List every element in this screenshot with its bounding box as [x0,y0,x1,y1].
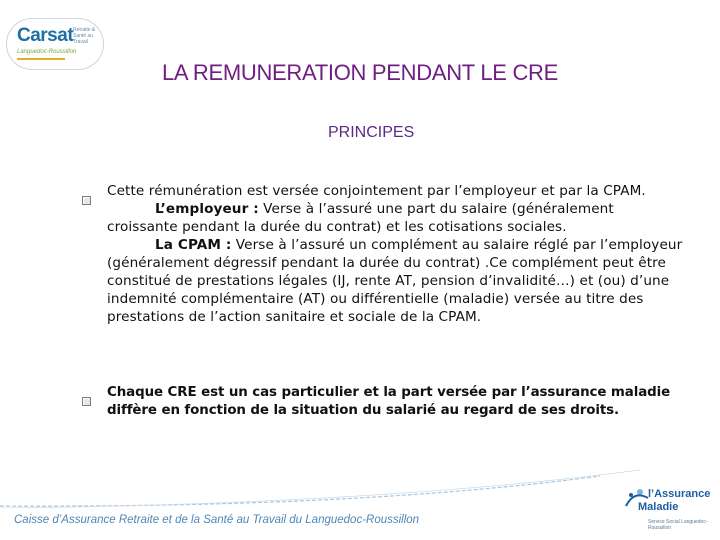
square-bullet-icon [82,196,91,205]
bullet-paragraph-2: Chaque CRE est un cas particulier et la part versée par l’assurance maladie diffère en fonction de la situation du salarié au regard de ses droits. [107,385,671,418]
square-bullet-icon [82,397,91,406]
logo-tagline: Retraite & Santé au Travail [73,27,96,45]
employer-label: L’employeur : [155,201,259,217]
page-title: LA REMUNERATION PENDANT LE CRE [161,60,559,85]
am-line1: l’Assurance [648,488,711,500]
cpam-label: La CPAM : [155,237,232,253]
employer-text: Verse à l’assuré une part du salaire (généralement croissante pendant la durée du contrat) et les cotisations sociales. [107,201,614,235]
section-subtitle: PRINCIPES [328,124,415,141]
am-line2: Maladie [638,501,679,513]
cpam-line [107,236,687,326]
employer-line [107,200,687,236]
logo-brand: Carsat [17,25,74,46]
am-sub: Service Social Languedoc-Roussillon [648,519,708,531]
footer-text: Caisse d’Assurance Retraite et de la Santé au Travail du Languedoc-Roussillon [14,514,420,526]
intro-text: Cette rémunération est versée conjointement par l’employeur et par la CPAM. [107,183,646,199]
cpam-text: Verse à l’assuré un complément au salaire réglé par l’employeur (généralement dégressif pendant la durée du contrat) .Ce complément peut être constitué de prestations légales (IJ, rente AT, pension d’invalidité…) et (ou) d’une indemnité complémentaire (AT) ou différentielle (maladie) versée au titre des prestations de l’action sanitaire et sociale de la CPAM. [107,237,683,325]
assurance-maladie-logo [608,484,720,540]
bullet-paragraph-1 [107,182,687,326]
logo-region: Languedoc-Roussillon [17,49,77,55]
